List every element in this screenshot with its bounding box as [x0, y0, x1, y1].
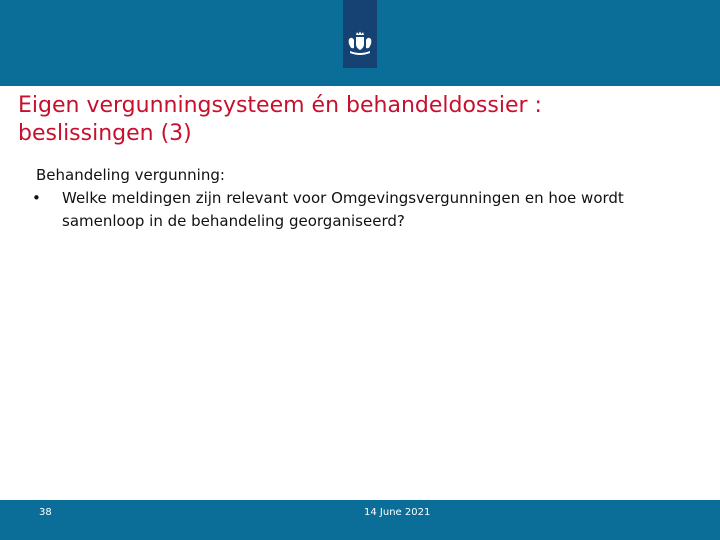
- slide-body: [32, 164, 686, 233]
- slide-title: [18, 92, 708, 148]
- bullet-item: [32, 187, 686, 233]
- bullet-marker: •: [32, 189, 41, 207]
- coat-of-arms-icon: [346, 30, 374, 58]
- header-band: [0, 0, 720, 86]
- footer-band: [0, 500, 720, 540]
- bullet-text: Welke meldingen zijn relevant voor Omgevingsvergunningen en hoe wordt samenloop in de behandeling georganiseerd?: [62, 189, 624, 230]
- logo: [343, 0, 377, 68]
- intro-text: Behandeling vergunning:: [36, 166, 225, 184]
- slide-date: 14 June 2021: [364, 507, 431, 518]
- slide-title-line-2: beslissingen (3): [18, 121, 192, 146]
- slide-number: 38: [39, 507, 52, 518]
- slide-title-line-1: Eigen vergunningsysteem én behandeldossier :: [18, 93, 542, 118]
